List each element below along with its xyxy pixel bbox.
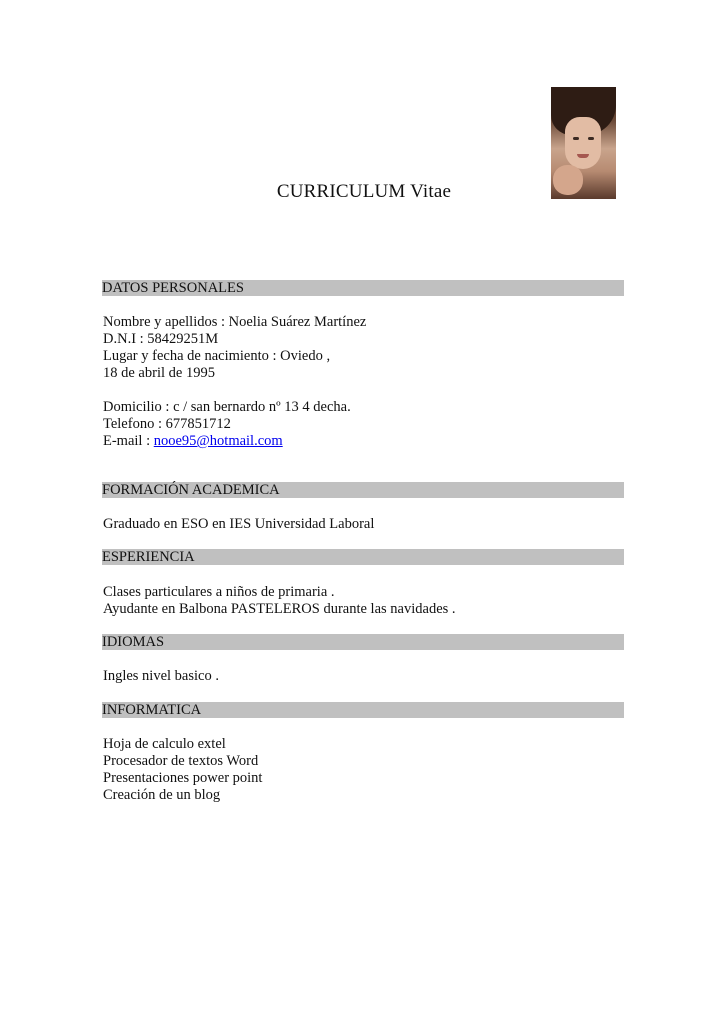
section-header-personal (102, 280, 624, 296)
personal-birth-date: 18 de abril de 1995 (103, 365, 215, 381)
personal-dni: D.N.I : 58429251M (103, 331, 219, 347)
computing-item: Presentaciones power point (103, 770, 263, 786)
experience-item: Clases particulares a niños de primaria . (103, 584, 335, 600)
computing-item: Creación de un blog (103, 787, 221, 803)
section-header-experience (102, 549, 624, 565)
personal-name: Nombre y apellidos : Noelia Suárez Martínez (103, 314, 367, 330)
section-header-education (102, 482, 624, 498)
photo-eye (573, 137, 579, 140)
personal-phone: Telefono : 677851712 (103, 416, 231, 432)
section-header-label: DATOS PERSONALES (102, 280, 244, 296)
section-header-computing (102, 702, 624, 718)
email-link[interactable]: nooe95@hotmail.com (153, 433, 283, 449)
section-header-label: IDIOMAS (102, 634, 165, 650)
experience-item: Ayudante en Balbona PASTELEROS durante las navidades . (103, 601, 456, 617)
personal-address: Domicilio : c / san bernardo nº 13 4 decha. (103, 399, 351, 415)
section-header-label: INFORMATICA (102, 702, 202, 718)
education-item: Graduado en ESO en IES Universidad Laboral (103, 516, 375, 532)
language-item: Ingles nivel basico . (103, 668, 219, 684)
email-label: E-mail : (103, 433, 154, 449)
photo-eye (588, 137, 594, 140)
photo-face (565, 117, 601, 169)
computing-item: Procesador de textos Word (103, 753, 259, 769)
section-header-languages (102, 634, 624, 650)
page-title: CURRICULUM Vitae (276, 181, 452, 202)
section-header-label: ESPERIENCIA (102, 549, 195, 565)
computing-item: Hoja de calculo extel (103, 736, 226, 752)
section-header-label: FORMACIÓN ACADEMICA (102, 482, 280, 498)
personal-birth-place: Lugar y fecha de nacimiento : Oviedo , (103, 348, 331, 364)
personal-email-line (103, 433, 283, 450)
